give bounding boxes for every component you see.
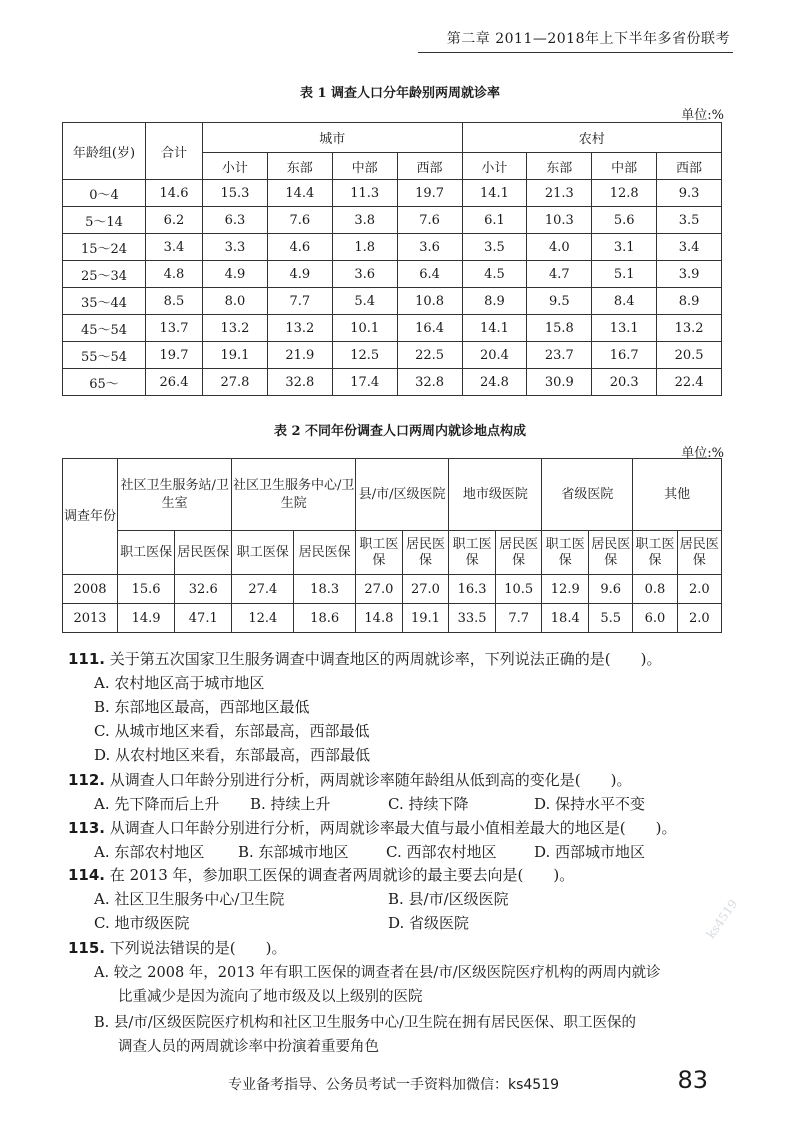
table-row: [63, 180, 722, 207]
q112-stem: [68, 769, 632, 791]
table1-unit: 单位:%: [681, 108, 724, 123]
q115-option-b-line2: 调查人员的两周就诊率中扮演着重要角色: [118, 1039, 379, 1055]
table2-subheader-row: [63, 531, 722, 575]
q114-number: 114.: [68, 866, 106, 884]
table1-subheader: 西部: [657, 153, 722, 180]
table-cell: 20.3: [592, 369, 657, 396]
table-cell: 30.9: [527, 369, 592, 396]
q113-option-b: B. 东部城市地区: [238, 843, 349, 861]
table-cell: 3.6: [397, 234, 462, 261]
table-cell: 20.4: [462, 342, 527, 369]
table2-group-header: 社区卫生服务中心/卫生院: [232, 459, 356, 531]
table-cell: 8.9: [462, 288, 527, 315]
table-cell: 5.4: [332, 288, 397, 315]
table2-group-header: 社区卫生服务站/卫生室: [118, 459, 232, 531]
table-cell: 8.5: [146, 288, 203, 315]
table2-group-header: 地市级医院: [449, 459, 542, 531]
table-cell: 16.3: [449, 575, 496, 604]
table-cell: 14.1: [462, 180, 527, 207]
table2: [62, 458, 722, 633]
table-cell: 15～24: [63, 234, 146, 261]
table-cell: 32.6: [175, 575, 232, 604]
q111-number: 111.: [68, 650, 106, 668]
table-cell: 13.7: [146, 315, 203, 342]
table-cell: 16.4: [397, 315, 462, 342]
table-cell: 3.5: [657, 207, 722, 234]
table1-subheader: 东部: [527, 153, 592, 180]
table-cell: 4.9: [267, 261, 332, 288]
table-cell: 14.8: [356, 604, 403, 633]
table-cell: 20.5: [657, 342, 722, 369]
q115-text: 下列说法错误的是( )。: [109, 939, 287, 957]
table-row: [63, 369, 722, 396]
table2-subheader: 居民医保: [402, 531, 449, 575]
table-row: [63, 234, 722, 261]
q115-option-a-line2: 比重减少是因为流向了地市级及以上级别的医院: [118, 989, 423, 1005]
table-cell: 3.1: [592, 234, 657, 261]
q112-option-c: C. 持续下降: [388, 795, 469, 813]
q111-option-c: C. 从城市地区来看，东部最高，西部最低: [94, 722, 370, 740]
table-row: [63, 288, 722, 315]
q115-number: 115.: [68, 939, 106, 957]
table-cell: 4.9: [203, 261, 268, 288]
q111-text: 关于第五次国家卫生服务调查中调查地区的两周就诊率，下列说法正确的是( )。: [109, 650, 662, 668]
q113-stem: [68, 817, 677, 839]
table-cell: 0～4: [63, 180, 146, 207]
table-cell: 10.1: [332, 315, 397, 342]
table-cell: 3.9: [657, 261, 722, 288]
table-cell: 5.1: [592, 261, 657, 288]
table-cell: 8.0: [203, 288, 268, 315]
table-cell: 35～44: [63, 288, 146, 315]
table-cell: 55～54: [63, 342, 146, 369]
q111-stem: [68, 648, 662, 670]
table-cell: 15.6: [118, 575, 175, 604]
table-cell: 13.2: [267, 315, 332, 342]
table-cell: 6.3: [203, 207, 268, 234]
table-row: [63, 342, 722, 369]
table-cell: 19.1: [203, 342, 268, 369]
table-cell: 12.4: [232, 604, 294, 633]
table-cell: 9.6: [589, 575, 633, 604]
table-cell: 10.5: [495, 575, 542, 604]
table-cell: 21.3: [527, 180, 592, 207]
table-cell: 14.1: [462, 315, 527, 342]
q113-option-d: D. 西部城市地区: [534, 843, 646, 861]
q115-option-a-line1: A. 较之 2008 年，2013 年有职工医保的调查者在县/市/区级医院医疗机构的两周内就诊: [94, 965, 661, 981]
table-cell: 11.3: [332, 180, 397, 207]
header-rule: [418, 52, 733, 53]
table-cell: 2.0: [677, 575, 721, 604]
q114-text: 在 2013 年，参加职工医保的调查者两周就诊的最主要去向是( )。: [109, 866, 575, 884]
q113-text: 从调查人口年龄分别进行分析，两周就诊率最大值与最小值相差最大的地区是( )。: [109, 819, 677, 837]
q112-option-d: D. 保持水平不变: [534, 795, 646, 813]
table-cell: 25～34: [63, 261, 146, 288]
table-cell: 5.5: [589, 604, 633, 633]
table-cell: 12.8: [592, 180, 657, 207]
q114-option-c: C. 地市级医院: [94, 914, 190, 932]
table-cell: 12.9: [542, 575, 589, 604]
table-cell: 3.4: [146, 234, 203, 261]
q112-option-a: A. 先下降而后上升: [94, 795, 220, 813]
table-cell: 22.5: [397, 342, 462, 369]
table-cell: 4.6: [267, 234, 332, 261]
table2-year-header: 调查年份: [63, 459, 118, 575]
table1-subheader: 中部: [332, 153, 397, 180]
table1: [62, 122, 722, 396]
table-cell: 10.8: [397, 288, 462, 315]
table-cell: 24.8: [462, 369, 527, 396]
table-cell: 47.1: [175, 604, 232, 633]
table-cell: 7.6: [397, 207, 462, 234]
table-cell: 22.4: [657, 369, 722, 396]
table2-subheader: 居民医保: [677, 531, 721, 575]
table1-city-header: 城市: [203, 123, 463, 153]
table-row: [63, 261, 722, 288]
table-cell: 3.3: [203, 234, 268, 261]
q115-stem: [68, 937, 287, 959]
table-cell: 13.1: [592, 315, 657, 342]
table-row: [63, 315, 722, 342]
table-row: [63, 207, 722, 234]
table-cell: 3.6: [332, 261, 397, 288]
q111-option-b: B. 东部地区最高，西部地区最低: [94, 698, 310, 716]
q114-option-b: B. 县/市/区级医院: [388, 890, 509, 908]
table2-subheader: 职工医保: [118, 531, 175, 575]
table-cell: 2008: [63, 575, 118, 604]
table-cell: 15.8: [527, 315, 592, 342]
table-cell: 2013: [63, 604, 118, 633]
table-cell: 5～14: [63, 207, 146, 234]
table-cell: 27.0: [356, 575, 403, 604]
q115-option-b-line1: B. 县/市/区级医院医疗机构和社区卫生服务中心/卫生院在拥有居民医保、职工医保的: [94, 1015, 637, 1031]
table-cell: 3.4: [657, 234, 722, 261]
table-cell: 4.7: [527, 261, 592, 288]
q111-option-a: A. 农村地区高于城市地区: [94, 674, 265, 692]
table-cell: 9.5: [527, 288, 592, 315]
table-cell: 4.5: [462, 261, 527, 288]
table2-caption: 表 2 不同年份调查人口两周内就诊地点构成: [273, 424, 527, 439]
table-cell: 12.5: [332, 342, 397, 369]
table1-subheader: 西部: [397, 153, 462, 180]
table-cell: 6.1: [462, 207, 527, 234]
table-cell: 5.6: [592, 207, 657, 234]
table-cell: 6.0: [633, 604, 677, 633]
table1-age-header: 年龄组(岁): [63, 123, 146, 180]
table-cell: 7.7: [495, 604, 542, 633]
table-cell: 9.3: [657, 180, 722, 207]
table1-subheader: 小计: [462, 153, 527, 180]
table-row: [63, 604, 722, 633]
table-cell: 7.6: [267, 207, 332, 234]
table-row: [63, 575, 722, 604]
table2-group-header-row: [63, 459, 722, 531]
q113-number: 113.: [68, 819, 106, 837]
table2-subheader: 居民医保: [175, 531, 232, 575]
table2-group-header: 县/市/区级医院: [356, 459, 449, 531]
table-cell: 17.4: [332, 369, 397, 396]
table2-body: [63, 575, 722, 633]
table-cell: 16.7: [592, 342, 657, 369]
q113-option-c: C. 西部农村地区: [386, 843, 497, 861]
table-cell: 3.5: [462, 234, 527, 261]
table-cell: 13.2: [657, 315, 722, 342]
table-cell: 18.3: [294, 575, 356, 604]
table-cell: 14.4: [267, 180, 332, 207]
table-cell: 3.8: [332, 207, 397, 234]
table-cell: 13.2: [203, 315, 268, 342]
table2-subheader: 居民医保: [495, 531, 542, 575]
table-cell: 15.3: [203, 180, 268, 207]
table2-unit: 单位:%: [681, 446, 724, 461]
table-cell: 26.4: [146, 369, 203, 396]
q114-stem: [68, 864, 574, 886]
table1-caption: 表 1 调查人口分年龄别两周就诊率: [299, 86, 501, 101]
table-cell: 21.9: [267, 342, 332, 369]
table-cell: 27.4: [232, 575, 294, 604]
table2-subheader: 职工医保: [356, 531, 403, 575]
table-cell: 14.6: [146, 180, 203, 207]
table-cell: 2.0: [677, 604, 721, 633]
table-cell: 18.6: [294, 604, 356, 633]
table2-group-header: 其他: [633, 459, 722, 531]
q112-number: 112.: [68, 771, 106, 789]
table-cell: 4.8: [146, 261, 203, 288]
table-cell: 8.4: [592, 288, 657, 315]
table-cell: 14.9: [118, 604, 175, 633]
table2-subheader: 职工医保: [542, 531, 589, 575]
table-cell: 8.9: [657, 288, 722, 315]
table-cell: 32.8: [267, 369, 332, 396]
table-cell: 32.8: [397, 369, 462, 396]
q114-option-d: D. 省级医院: [388, 914, 470, 932]
table-cell: 33.5: [449, 604, 496, 633]
footer-text: 专业备考指导、公务员考试一手资料加微信：ks4519: [228, 1077, 560, 1093]
q112-text: 从调查人口年龄分别进行分析，两周就诊率随年龄组从低到高的变化是( )。: [109, 771, 632, 789]
table2-group-header: 省级医院: [542, 459, 633, 531]
table-cell: 7.7: [267, 288, 332, 315]
page-number: 83: [677, 1066, 708, 1094]
table-cell: 23.7: [527, 342, 592, 369]
table2-subheader: 居民医保: [294, 531, 356, 575]
q113-option-a: A. 东部农村地区: [94, 843, 205, 861]
table2-subheader: 职工医保: [633, 531, 677, 575]
table-cell: 27.0: [402, 575, 449, 604]
table-cell: 19.7: [146, 342, 203, 369]
table-cell: 27.8: [203, 369, 268, 396]
table-cell: 65～: [63, 369, 146, 396]
table-cell: 6.4: [397, 261, 462, 288]
table1-body: [63, 180, 722, 396]
table2-subheader: 居民医保: [589, 531, 633, 575]
table-cell: 19.1: [402, 604, 449, 633]
table1-subheader: 小计: [203, 153, 268, 180]
table-cell: 4.0: [527, 234, 592, 261]
table1-total-header: 合计: [146, 123, 203, 180]
table-cell: 10.3: [527, 207, 592, 234]
table-cell: 0.8: [633, 575, 677, 604]
table-cell: 19.7: [397, 180, 462, 207]
table-cell: 1.8: [332, 234, 397, 261]
table1-rural-header: 农村: [462, 123, 722, 153]
table1-subheader: 东部: [267, 153, 332, 180]
q111-option-d: D. 从农村地区来看，东部最高，西部最低: [94, 746, 371, 764]
q112-option-b: B. 持续上升: [250, 795, 331, 813]
table1-subheader: 中部: [592, 153, 657, 180]
table2-subheader: 职工医保: [449, 531, 496, 575]
table-cell: 6.2: [146, 207, 203, 234]
table2-subheader: 职工医保: [232, 531, 294, 575]
running-header: 第二章 2011—2018年上下半年多省份联考: [446, 31, 730, 47]
watermark: ks4519: [703, 896, 741, 942]
table-cell: 18.4: [542, 604, 589, 633]
table-cell: 45～54: [63, 315, 146, 342]
q114-option-a: A. 社区卫生服务中心/卫生院: [94, 890, 285, 908]
